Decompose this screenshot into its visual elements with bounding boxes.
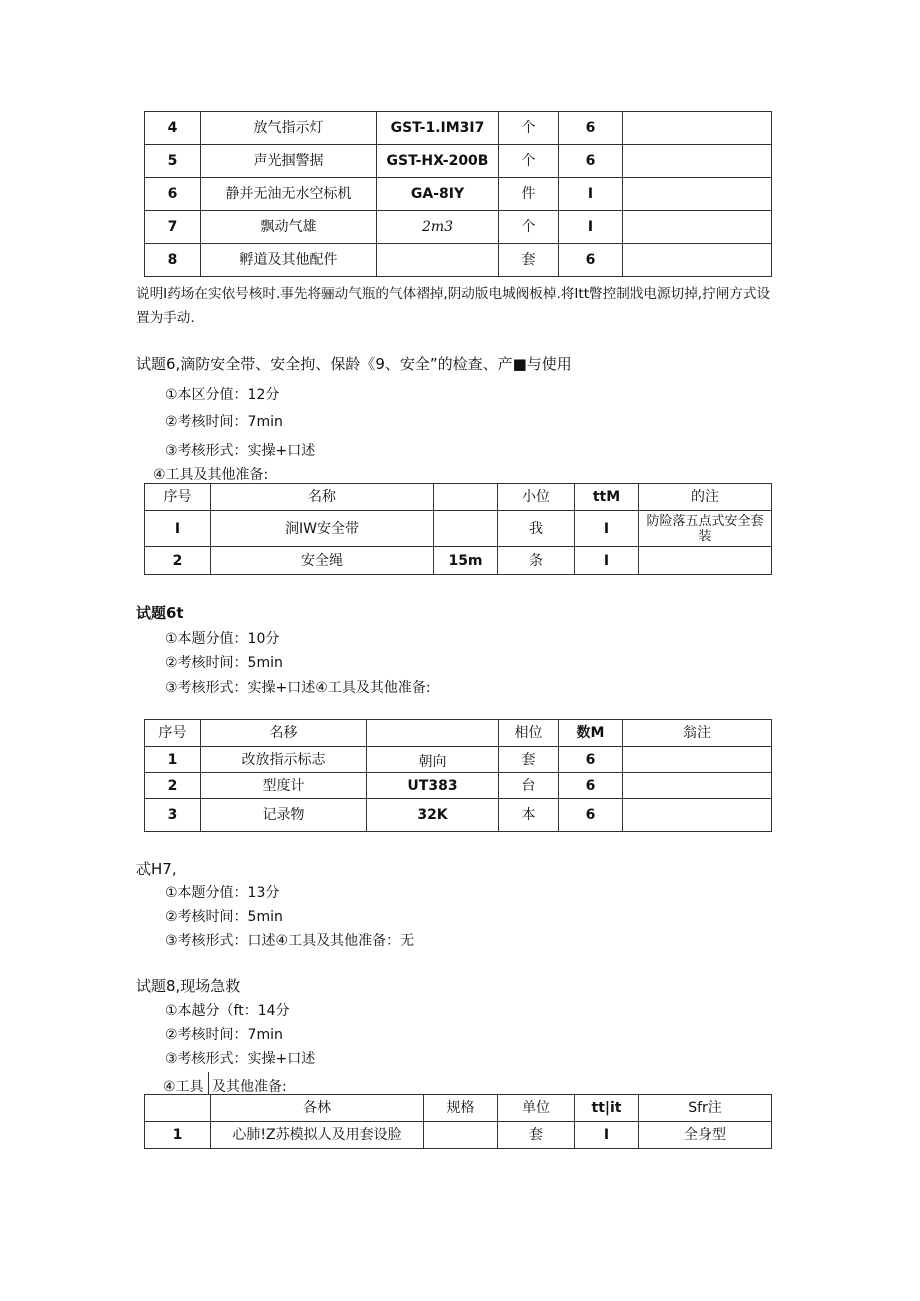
q8-tools-table: [144, 1094, 772, 1149]
equipment-table-continued: [144, 111, 772, 277]
q8-title: 试题8,现场急救: [136, 977, 241, 995]
header-spec: 规格: [424, 1095, 498, 1122]
q7-title: 忒H7,: [136, 860, 177, 878]
cell-index: 6: [145, 178, 201, 211]
header-note: Sfr注: [639, 1095, 772, 1122]
cell-qty: 6: [559, 244, 623, 277]
header-note: 翁注: [623, 720, 772, 747]
table-row: [145, 511, 772, 547]
note-line-1: 说明I药场在实依号核时.事先将骊动气瓶的气体褶掉,阴动版电城阀板棹.将Itt瞥控制戕电源切掉,拧闸方式设: [136, 286, 771, 302]
cell-note: 防险落五点式安全套装: [639, 511, 772, 547]
table-row: [145, 145, 772, 178]
q8-tools-b: 及其他准备:: [212, 1079, 287, 1095]
header-spec: [434, 484, 498, 511]
cell-index: 8: [145, 244, 201, 277]
cell-note: [623, 747, 772, 773]
q6b-title: 试题6t: [136, 604, 184, 622]
cell-index: 1: [145, 1122, 211, 1149]
cell-spec: GA-8IY: [377, 178, 499, 211]
cell-unit: 件: [499, 178, 559, 211]
q6a-time: ②考核时间：7min: [165, 414, 283, 430]
cell-unit: 我: [498, 511, 575, 547]
cell-index: 5: [145, 145, 201, 178]
cell-name: 放气指示灯: [201, 112, 377, 145]
header-name: 名称: [211, 484, 434, 511]
cell-name: 飘动气雄: [201, 211, 377, 244]
cell-spec: 15m: [434, 547, 498, 575]
q8-form: ③考核形式：实操+口述: [165, 1051, 316, 1067]
table-row: [145, 547, 772, 575]
q7-time: ②考核时间：5min: [165, 909, 283, 925]
cell-index: 3: [145, 799, 201, 832]
cell-qty: 6: [559, 112, 623, 145]
table-row: [145, 178, 772, 211]
cell-spec: [434, 511, 498, 547]
cell-unit: 台: [499, 773, 559, 799]
cell-qty: 6: [559, 773, 623, 799]
cell-spec: GST-1.IM3I7: [377, 112, 499, 145]
instruction-note: [136, 282, 781, 330]
table-row: [145, 773, 772, 799]
q7-score: ①本题分值：13分: [165, 885, 280, 901]
cell-name: 声光掴警据: [201, 145, 377, 178]
cell-note: [639, 547, 772, 575]
cell-note: [623, 244, 772, 277]
cell-spec: 朝向: [367, 747, 499, 773]
q8-tools-a: ④工具: [163, 1079, 204, 1095]
cell-index: 2: [145, 773, 201, 799]
q6a-title: 试题6,滴防安全带、安全拘、保龄《9、安全”的检查、产■与使用: [136, 355, 572, 373]
cell-index: I: [145, 511, 211, 547]
cell-name: 安全绳: [211, 547, 434, 575]
cell-name: 记录物: [201, 799, 367, 832]
cell-name: 孵道及其他配件: [201, 244, 377, 277]
cell-spec: UT383: [367, 773, 499, 799]
cell-spec: [377, 244, 499, 277]
header-index: 序号: [145, 720, 201, 747]
cell-name: 涧IW安全带: [211, 511, 434, 547]
header-qty: tt|it: [575, 1095, 639, 1122]
cell-unit: 条: [498, 547, 575, 575]
cell-spec: GST-HX-200B: [377, 145, 499, 178]
cell-note: [623, 799, 772, 832]
cell-qty: 6: [559, 145, 623, 178]
cell-name: 心肺!Z苏模拟人及用套设脸: [211, 1122, 424, 1149]
cell-qty: I: [559, 211, 623, 244]
table-row: [145, 1122, 772, 1149]
cell-note: [623, 211, 772, 244]
cell-unit: 套: [498, 1122, 575, 1149]
cell-index: 2: [145, 547, 211, 575]
header-index: [145, 1095, 211, 1122]
table-row: [145, 244, 772, 277]
cell-qty: I: [575, 511, 639, 547]
table-header-row: [145, 484, 772, 511]
header-name: 名移: [201, 720, 367, 747]
q6b-tools-table: [144, 719, 772, 832]
header-name: 各林: [211, 1095, 424, 1122]
cell-qty: I: [575, 547, 639, 575]
q6a-form: ③考核形式：实操+口述: [165, 443, 316, 459]
cell-qty: 6: [559, 799, 623, 832]
header-spec: [367, 720, 499, 747]
cell-unit: 套: [499, 244, 559, 277]
cell-note: [623, 145, 772, 178]
header-unit: 单位: [498, 1095, 575, 1122]
cell-unit: 个: [499, 112, 559, 145]
cell-name: 改放指示标志: [201, 747, 367, 773]
q6b-form-tools: ③考核形式：实操+口述④工具及其他准备:: [165, 680, 431, 696]
cell-qty: I: [559, 178, 623, 211]
cell-spec: 2m3: [377, 211, 499, 244]
cell-unit: 个: [499, 211, 559, 244]
q6a-score: ①本区分值：12分: [165, 387, 280, 403]
cell-unit: 套: [499, 747, 559, 773]
q6a-tools-table: [144, 483, 772, 575]
table-row: [145, 112, 772, 145]
cursor-mark: [208, 1072, 209, 1094]
cell-spec: [424, 1122, 498, 1149]
table-header-row: [145, 720, 772, 747]
cell-qty: I: [575, 1122, 639, 1149]
cell-index: 1: [145, 747, 201, 773]
header-index: 序号: [145, 484, 211, 511]
q6a-tools: ④工具及其他准备:: [153, 467, 269, 483]
cell-spec: 32K: [367, 799, 499, 832]
q7-form-tools: ③考核形式：口述④工具及其他准备：无: [165, 933, 415, 949]
q6b-time: ②考核时间：5min: [165, 655, 283, 671]
header-qty: 数M: [559, 720, 623, 747]
table-header-row: [145, 1095, 772, 1122]
header-note: 的注: [639, 484, 772, 511]
cell-index: 4: [145, 112, 201, 145]
cell-note: 全身型: [639, 1122, 772, 1149]
note-line-2: 置为手动.: [136, 310, 195, 326]
cell-note: [623, 178, 772, 211]
cell-note: [623, 112, 772, 145]
cell-name: 静并无油无水空标机: [201, 178, 377, 211]
table-row: [145, 747, 772, 773]
q8-score: ①本越分（ft：14分: [165, 1003, 290, 1019]
cell-unit: 个: [499, 145, 559, 178]
cell-name: 型度计: [201, 773, 367, 799]
cell-note: [623, 773, 772, 799]
table-row: [145, 799, 772, 832]
header-unit: 相位: [499, 720, 559, 747]
table-row: [145, 211, 772, 244]
header-unit: 小位: [498, 484, 575, 511]
q8-time: ②考核时间：7min: [165, 1027, 283, 1043]
cell-index: 7: [145, 211, 201, 244]
cell-unit: 本: [499, 799, 559, 832]
header-qty: ttM: [575, 484, 639, 511]
cell-qty: 6: [559, 747, 623, 773]
q6b-score: ①本题分值：10分: [165, 631, 280, 647]
